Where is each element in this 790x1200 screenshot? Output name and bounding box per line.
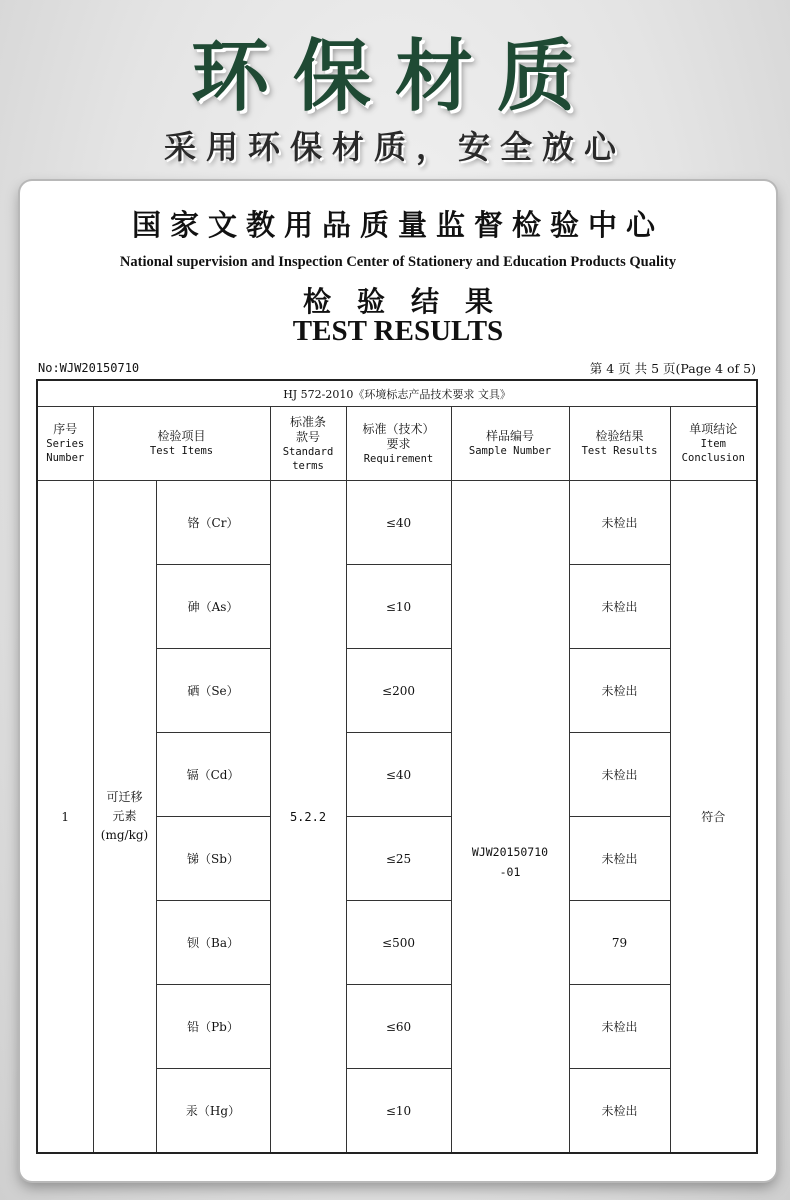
test-result: 未检出 <box>569 481 670 565</box>
page-info: 第 4 页 共 5 页(Page 4 of 5) <box>589 361 756 376</box>
header-test-items: 检验项目 Test Items <box>93 407 270 481</box>
requirement: ≤60 <box>346 985 451 1069</box>
test-item: 硒（Se） <box>156 649 270 733</box>
header-standard-terms: 标准条 款号 Standard terms <box>270 407 346 481</box>
results-table <box>36 379 758 1154</box>
item-conclusion: 符合 <box>670 481 757 1154</box>
header-test-results: 检验结果 Test Results <box>569 407 670 481</box>
test-item: 汞（Hg） <box>156 1069 270 1154</box>
center-name-en: National supervision and Inspection Center of Stationery and Education Products Quality <box>119 254 677 270</box>
requirement: ≤500 <box>346 901 451 985</box>
report-number: No:WJW20150710 <box>38 361 140 375</box>
result-title-cn: 检验结果 <box>302 285 519 318</box>
test-item: 砷（As） <box>156 565 270 649</box>
test-item: 铬（Cr） <box>156 481 270 565</box>
test-item: 锑（Sb） <box>156 817 270 901</box>
result-title-en: TEST RESULTS <box>292 315 504 347</box>
header-row <box>37 407 757 481</box>
test-item: 钡（Ba） <box>156 901 270 985</box>
element-group: 可迁移 元素 (mg/kg) <box>93 481 156 1154</box>
header-series: 序号 Series Number <box>37 407 93 481</box>
requirement: ≤40 <box>346 733 451 817</box>
standard-term: 5.2.2 <box>270 481 346 1154</box>
test-result: 未检出 <box>569 649 670 733</box>
test-report-card <box>20 181 776 1181</box>
test-result: 未检出 <box>569 817 670 901</box>
test-item: 铅（Pb） <box>156 985 270 1069</box>
test-result: 79 <box>569 901 670 985</box>
header-sample-number: 样品编号 Sample Number <box>451 407 569 481</box>
hero-title: 环保材质 <box>190 32 599 122</box>
test-result: 未检出 <box>569 1069 670 1154</box>
test-item: 镉（Cd） <box>156 733 270 817</box>
requirement: ≤10 <box>346 1069 451 1154</box>
header-item-conclusion: 单项结论 Item Conclusion <box>670 407 757 481</box>
requirement: ≤25 <box>346 817 451 901</box>
hero-subtitle: 采用环保材质，安全放心 <box>163 128 626 166</box>
table-row <box>37 481 757 565</box>
requirement: ≤200 <box>346 649 451 733</box>
header-requirement: 标准（技术） 要求 Requirement <box>346 407 451 481</box>
test-result: 未检出 <box>569 985 670 1069</box>
sample-number: WJW20150710 -01 <box>451 481 569 1154</box>
test-result: 未检出 <box>569 565 670 649</box>
requirement: ≤40 <box>346 481 451 565</box>
standard-caption: HJ 572-2010《环境标志产品技术要求 文具》 <box>37 380 757 407</box>
test-result: 未检出 <box>569 733 670 817</box>
series-number: 1 <box>37 481 93 1154</box>
center-name-cn: 国家文教用品质量监督检验中心 <box>131 208 664 242</box>
requirement: ≤10 <box>346 565 451 649</box>
